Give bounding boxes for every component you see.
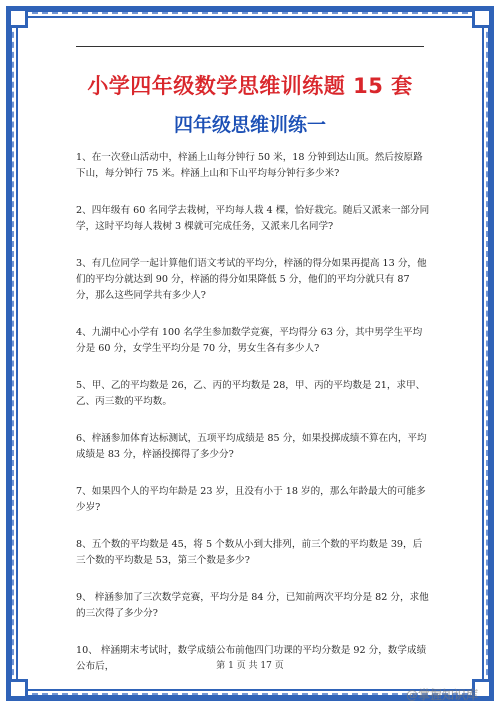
document-title: 小学四年级数学思维训练题 15 套 (87, 74, 413, 98)
header-rule (76, 46, 424, 47)
corner-ornament-top-left (8, 8, 28, 28)
section-subtitle: 四年级思维训练一 (173, 114, 326, 136)
question-list (76, 150, 430, 696)
question-item: 3、有几位同学一起计算他们语文考试的平均分，梓涵的得分如果再提高 13 分，他们的平均分就达到 90 分，梓涵的得分如果降低 5 分，他们的平均分就只有 87 分，那么这些同学共有多少人? (76, 258, 427, 301)
question-item: 5、甲、乙的平均数是 26，乙、丙的平均数是 28，甲、丙的平均数是 21，求甲、乙、丙三数的平均数。 (76, 380, 426, 407)
question-item: 10、 梓涵期末考试时，数学成绩公布前他四门功课的平均分数是 92 分，数学成绩公布后， (76, 645, 427, 672)
question-item: 1、在一次登山活动中，梓涵上山每分钟行 50 米，18 分钟到达山顶。然后按原路下山，每分钟行 75 米。梓涵上山和下山平均每分钟行多少米? (76, 152, 423, 179)
watermark: @掌握知识库 (405, 688, 478, 702)
question-item: 2、四年级有 60 名同学去栽树，平均每人栽 4 棵，恰好栽完。随后又派来一部分同学，这时平均每人栽树 3 棵就可完成任务，又派来几名同学? (76, 205, 430, 232)
question-item: 6、梓涵参加体育达标测试，五项平均成绩是 85 分，如果投掷成绩不算在内，平均成绩是 83 分，梓涵投掷得了多少分? (76, 433, 427, 460)
corner-ornament-bottom-left (8, 679, 28, 699)
question-item: 7、如果四个人的平均年龄是 23 岁，且没有小于 18 岁的，那么年龄最大的可能多少岁? (76, 486, 426, 513)
question-item: 9、 梓涵参加了三次数学竞赛，平均分是 84 分，已知前两次平均分是 82 分，求他的三次得了多少分? (76, 592, 429, 619)
question-item: 8、五个数的平均数是 45，将 5 个数从小到大排列，前三个数的平均数是 39，后三个数的平均数是 53，第三个数是多少? (76, 539, 423, 566)
question-item: 4、九湖中心小学有 100 名学生参加数学竞赛，平均得分 63 分，其中男学生平均分是 60 分，女学生平均分是 70 分，男女生各有多少人? (76, 327, 423, 354)
page-number: 第 1 页 共 17 页 (216, 661, 284, 671)
corner-ornament-top-right (472, 8, 492, 28)
